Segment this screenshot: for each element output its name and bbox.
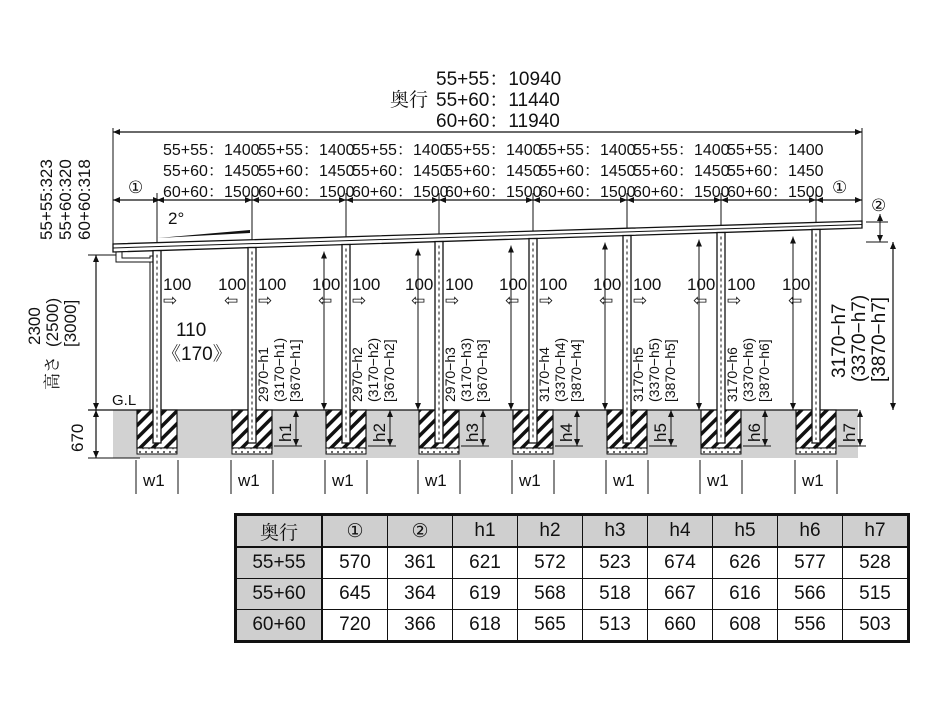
table-header-cell: h5 [713, 515, 778, 548]
post-height-text: (3170−h3) [458, 337, 474, 402]
table-cell: 626 [713, 547, 778, 579]
bay-dimension-1 [157, 142, 260, 201]
table-header-cell: h3 [583, 515, 648, 548]
bay-dimension-text: 55+55：1400 [445, 142, 542, 159]
arrow-right-icon: ⇨ [258, 291, 273, 310]
table-cell: 645 [322, 579, 388, 610]
total-height-main: 2300 [25, 307, 44, 345]
arrow-left-icon: ⇦ [318, 291, 333, 310]
arrow-left-icon: ⇦ [505, 291, 520, 310]
arrow-right-icon: ⇨ [445, 291, 460, 310]
bay-dimension-text: 55+55：1400 [163, 142, 260, 159]
w1-label: w1 [238, 471, 260, 490]
offset-100-label: 100 [782, 275, 811, 294]
post-height-text: [3870−h5] [662, 339, 678, 402]
table-row [236, 547, 909, 579]
h-label: h4 [557, 423, 576, 442]
roof-slope-angle: 2° [168, 209, 185, 228]
table-cell: 568 [518, 579, 583, 610]
post-height-text: [3870−h6] [756, 339, 772, 402]
offset-100-label: 100 [218, 275, 247, 294]
total-height-label [25, 298, 80, 390]
gravel-base [232, 448, 272, 454]
arrow-left-icon: ⇦ [693, 291, 708, 310]
roof-thickness-line-1: 55+55:323 [37, 159, 56, 240]
total-height-alt2: [3000] [61, 299, 80, 347]
arrow-left-icon: ⇦ [599, 291, 614, 310]
post-height-text: 2970−h1 [255, 347, 271, 402]
post-height-text: (3370−h4) [552, 337, 568, 402]
table-cell: 577 [778, 547, 843, 579]
h-label: h6 [745, 423, 764, 442]
table-cell: 364 [388, 579, 453, 610]
arrow-right-icon: ⇨ [539, 291, 554, 310]
post-height-text: [3670−h3] [474, 339, 490, 402]
table-cell: 528 [843, 547, 909, 579]
last-post-height-line-1: 3170−h7 [829, 303, 850, 378]
table-header-cell: h1 [453, 515, 518, 548]
bay-dimension-text: 60+60：1500 [445, 184, 542, 201]
table-header-cell: h7 [843, 515, 909, 548]
table-row-head: 60+60 [236, 610, 323, 642]
roof-slope-angle-mark [158, 230, 250, 238]
arrow-left-icon: ⇦ [788, 291, 803, 310]
post-height-text: (3370−h5) [646, 337, 662, 402]
table-cell: 361 [388, 547, 453, 579]
table-header-cell: ② [388, 515, 453, 548]
table-cell: 621 [453, 547, 518, 579]
table-header-cell: h4 [648, 515, 713, 548]
offset-100-label: 100 [163, 275, 192, 294]
bay-dimension-text: 55+60：1450 [633, 163, 730, 180]
table-cell: 618 [453, 610, 518, 642]
gravel-base [513, 448, 553, 454]
gravel-base [419, 448, 459, 454]
post-height-text: (3170−h2) [365, 337, 381, 402]
last-post-height-line-2: (3370−h7) [849, 294, 870, 382]
bay-dimension-3 [346, 142, 449, 201]
offset-100-label: 100 [687, 275, 716, 294]
arrow-left-icon: ⇦ [224, 291, 239, 310]
h-label: h2 [370, 423, 389, 442]
w1-label: w1 [143, 471, 165, 490]
table-cell: 518 [583, 579, 648, 610]
h-label: h5 [651, 423, 670, 442]
offset-100-label: 100 [405, 275, 434, 294]
h-label: h7 [840, 423, 859, 442]
bay-dimension-7 [721, 142, 824, 201]
gravel-base [701, 448, 741, 454]
table-cell: 570 [322, 547, 388, 579]
roof-thickness-line-3: 60+60:318 [75, 159, 94, 240]
roof-panel-line [113, 225, 862, 249]
arrow-right-icon: ⇨ [163, 291, 178, 310]
post-height-text: (3170−h1) [271, 337, 287, 402]
arrow-left-icon: ⇦ [411, 291, 426, 310]
table-cell: 565 [518, 610, 583, 642]
table-row [236, 579, 909, 610]
table-cell: 503 [843, 610, 909, 642]
table-cell: 616 [713, 579, 778, 610]
offset-100-label: 100 [499, 275, 528, 294]
offset-110-label: 110 [176, 320, 207, 341]
support-post [623, 236, 631, 443]
table-row-head: 55+60 [236, 579, 323, 610]
offset-100-label: 100 [312, 275, 341, 294]
bay-dimension-text: 60+60：1500 [352, 184, 449, 201]
table-cell: 366 [388, 610, 453, 642]
post-height-text: 3170−h4 [536, 347, 552, 402]
bay-dimension-2 [252, 142, 355, 201]
offset-100-label: 100 [727, 275, 756, 294]
total-height-alt1: (2500) [43, 297, 62, 347]
foundation-depth-label: 670 [68, 423, 87, 452]
total-depth-label [390, 69, 561, 132]
bay-dimension-text: 55+60：1450 [727, 163, 824, 180]
w1-label: w1 [613, 471, 635, 490]
h-label: h1 [276, 423, 295, 442]
overhang-right-circle-label: ① [832, 178, 848, 197]
roof-thickness-line-2: 55+60:320 [56, 159, 75, 240]
bay-dimension-text: 60+60：1500 [258, 184, 355, 201]
total-depth-line-2: 55+60：11440 [436, 90, 560, 111]
post-height-text: (3370−h6) [740, 337, 756, 402]
bay-dimension-5 [533, 142, 636, 201]
w1-label: w1 [802, 471, 824, 490]
table-cell: 566 [778, 579, 843, 610]
last-post-height-label [829, 295, 890, 382]
table-header-cell: h6 [778, 515, 843, 548]
table-cell: 720 [322, 610, 388, 642]
table-cell: 619 [453, 579, 518, 610]
bay-dimension-text: 55+60：1450 [539, 163, 636, 180]
post-height-text: 2970−h2 [349, 347, 365, 402]
offset-100-label: 100 [258, 275, 287, 294]
ground-level-label: G.L [112, 392, 137, 409]
post-height-text: 3170−h6 [724, 347, 740, 402]
bay-dimension-text: 55+60：1450 [258, 163, 355, 180]
bay-dimension-text: 60+60：1500 [163, 184, 260, 201]
gravel-base [137, 448, 177, 454]
table-cell: 513 [583, 610, 648, 642]
offset-100-label: 100 [593, 275, 622, 294]
roof-end-height-circle-label: ② [871, 196, 887, 215]
w1-label: w1 [425, 471, 447, 490]
post-height-text: 3170−h5 [630, 347, 646, 402]
table-cell: 667 [648, 579, 713, 610]
bay-dimension-text: 55+60：1450 [163, 163, 260, 180]
total-depth-line-1: 55+55：10940 [436, 69, 562, 90]
bay-dimension-text: 55+55：1400 [352, 142, 449, 159]
gravel-base [796, 448, 836, 454]
table-cell: 608 [713, 610, 778, 642]
arrow-right-icon: ⇨ [727, 291, 742, 310]
w1-label: w1 [519, 471, 541, 490]
bay-dimension-text: 55+55：1400 [539, 142, 636, 159]
bay-dimension-text: 60+60：1500 [727, 184, 824, 201]
post-height-text: 2970−h3 [442, 347, 458, 402]
table-cell: 556 [778, 610, 843, 642]
table-header-cell: h2 [518, 515, 583, 548]
table-cell: 515 [843, 579, 909, 610]
bay-dimension-4 [439, 142, 542, 201]
dimension-table [234, 513, 910, 643]
arrow-right-icon: ⇨ [352, 291, 367, 310]
gravel-base [607, 448, 647, 454]
table-cell: 674 [648, 547, 713, 579]
last-post-height-line-3: [3870−h7] [869, 296, 890, 382]
offset-100-label: 100 [539, 275, 568, 294]
bay-dimension-text: 60+60：1500 [633, 184, 730, 201]
h-label: h3 [463, 423, 482, 442]
gravel-base [326, 448, 366, 454]
bay-dimension-text: 55+55：1400 [727, 142, 824, 159]
w1-label: w1 [707, 471, 729, 490]
bay-dimension-6 [627, 142, 730, 201]
post-height-text: [3870−h4] [568, 339, 584, 402]
offset-170-label: 《170》 [162, 344, 232, 365]
bay-dimension-text: 60+60：1500 [539, 184, 636, 201]
offset-100-label: 100 [445, 275, 474, 294]
table-row [236, 610, 909, 642]
bay-dimension-text: 55+55：1400 [258, 142, 355, 159]
offset-100-label: 100 [633, 275, 662, 294]
table-row-head: 55+55 [236, 547, 323, 579]
table-cell: 523 [583, 547, 648, 579]
bay-dimension-text: 55+60：1450 [445, 163, 542, 180]
bay-dimension-text: 55+60：1450 [352, 163, 449, 180]
table-cell: 572 [518, 547, 583, 579]
overhang-left-circle-label: ① [128, 178, 144, 197]
total-depth-prefix: 奥行 [390, 90, 429, 111]
w1-label: w1 [332, 471, 354, 490]
total-height-prefix: 高さ [43, 356, 62, 390]
table-header-depth: 奥行 [236, 515, 323, 548]
table-header-row [236, 515, 909, 548]
table-cell: 660 [648, 610, 713, 642]
table-header-cell: ① [322, 515, 388, 548]
post-height-text: [3670−h2] [381, 339, 397, 402]
gutter [116, 252, 156, 262]
total-depth-line-3: 60+60：11940 [436, 111, 560, 132]
post-height-text: [3670−h1] [287, 339, 303, 402]
roof-thickness-label [37, 159, 94, 240]
arrow-right-icon: ⇨ [633, 291, 648, 310]
offset-100-label: 100 [352, 275, 381, 294]
bay-dimension-text: 55+55：1400 [633, 142, 730, 159]
